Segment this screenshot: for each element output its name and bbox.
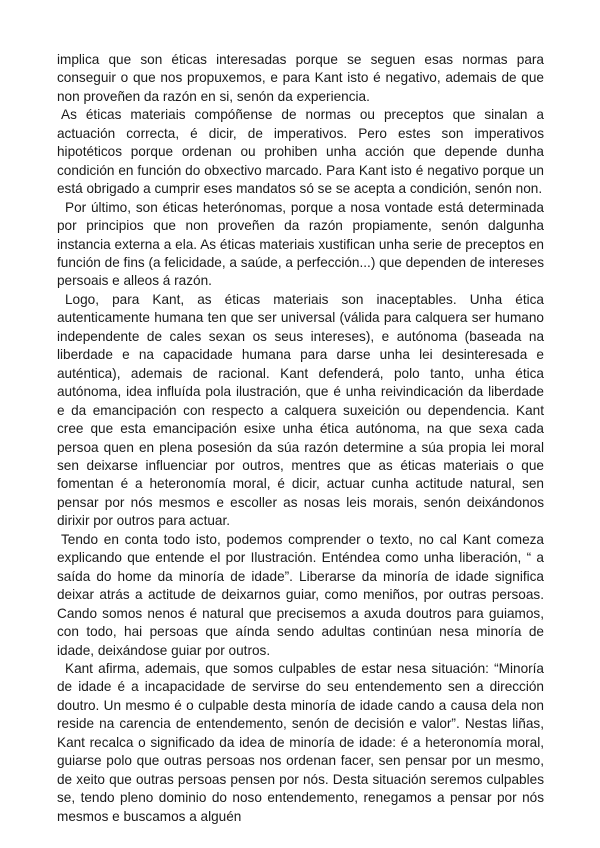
paragraph-4: Logo, para Kant, as éticas materiais son inaceptables. Unha ética autenticamente humana ten que ser universal (válida para calquera ser humano independente de cales sexan os seus intereses), e autónoma (baseada na liberdade e na capacidade humana para darse unha lei desinteresada e auténtica), ademais de racional. Kant defenderá, polo tanto, unha ética autónoma, idea influída pola ilustración, que é unha reivindicación da liberdade e da emancipación con respecto a calquera suxeición ou dependencia. Kant cree que esta emancipación esixe unha ética autónoma, na que sexa cada persoa quen en plena posesión da súa razón determine a súa propia lei moral sen deixarse influenciar por outros, mentres que as éticas materiais o que fomentan é a heteronomía moral, é dicir, actuar cunha actitude natural, sen pensar por nós mesmos e escoller as nosas leis morais, senón deixándonos dirixir por outros para actuar. [57, 291, 544, 529]
paragraph-5: Tendo en conta todo isto, podemos comprender o texto, no cal Kant comeza explicando que entende el por Ilustración. Enténdea como unha liberación, “ a saída do home da minoría de idade”. Liberarse da minoría de idade significa deixar atrás a actitude de deixarnos guiar, como meniños, por outras persoas. Cando somos nenos é natural que precisemos a axuda doutros para guiamos, con todo, hai persoas que aínda sendo adultas continúan nesa minoría de idade, deixándose guiar por outros. [57, 531, 544, 658]
paragraph-6: Kant afirma, ademais, que somos culpables de estar nesa situación: “Minoría de idade é a incapacidade de servirse do seu entendemento sen a dirección doutro. Un mesmo é o culpable desta minoría de idade cando a causa dela non reside na carencia de entendemento, senón de decisión e valor”. Nestas liñas, Kant recalca o significado da idea de minoría de idade: é a heteronomía moral, guiarse polo que outras persoas nos ordenan facer, sen pensar por un mesmo, de xeito que outras persoas pensen por nós. Desta situación seremos culpables se, tendo pleno dominio do noso entendemento, renegamos a pensar por nós mesmos e buscamos a alguén [57, 660, 544, 824]
document-page [57, 51, 544, 826]
paragraph-3: Por último, son éticas heterónomas, porque a nosa vontade está determinada por principios que non proveñen da razón propiamente, senón dalgunha instancia externa a ela. As éticas materiais xustifican unha serie de preceptos en función de fins (a felicidade, a saúde, a perfección...) que dependen de intereses persoais e alleos á razón. [57, 199, 544, 289]
paragraph-1: implica que son éticas interesadas porque se seguen esas normas para conseguir o que nos propuxemos, e para Kant isto é negativo, ademais de que non proveñen da razón en si, senón da experiencia. [57, 52, 544, 104]
paragraph-2: As éticas materiais compóñense de normas ou preceptos que sinalan a actuación correcta, é dicir, de imperativos. Pero estes son imperativos hipotéticos porque ordenan ou prohiben unha acción que depende dunha condición en función do obxectivo marcado. Para Kant isto é negativo porque un está obrigado a cumprir eses mandatos só se se acepta a condición, senón non. [57, 107, 544, 197]
